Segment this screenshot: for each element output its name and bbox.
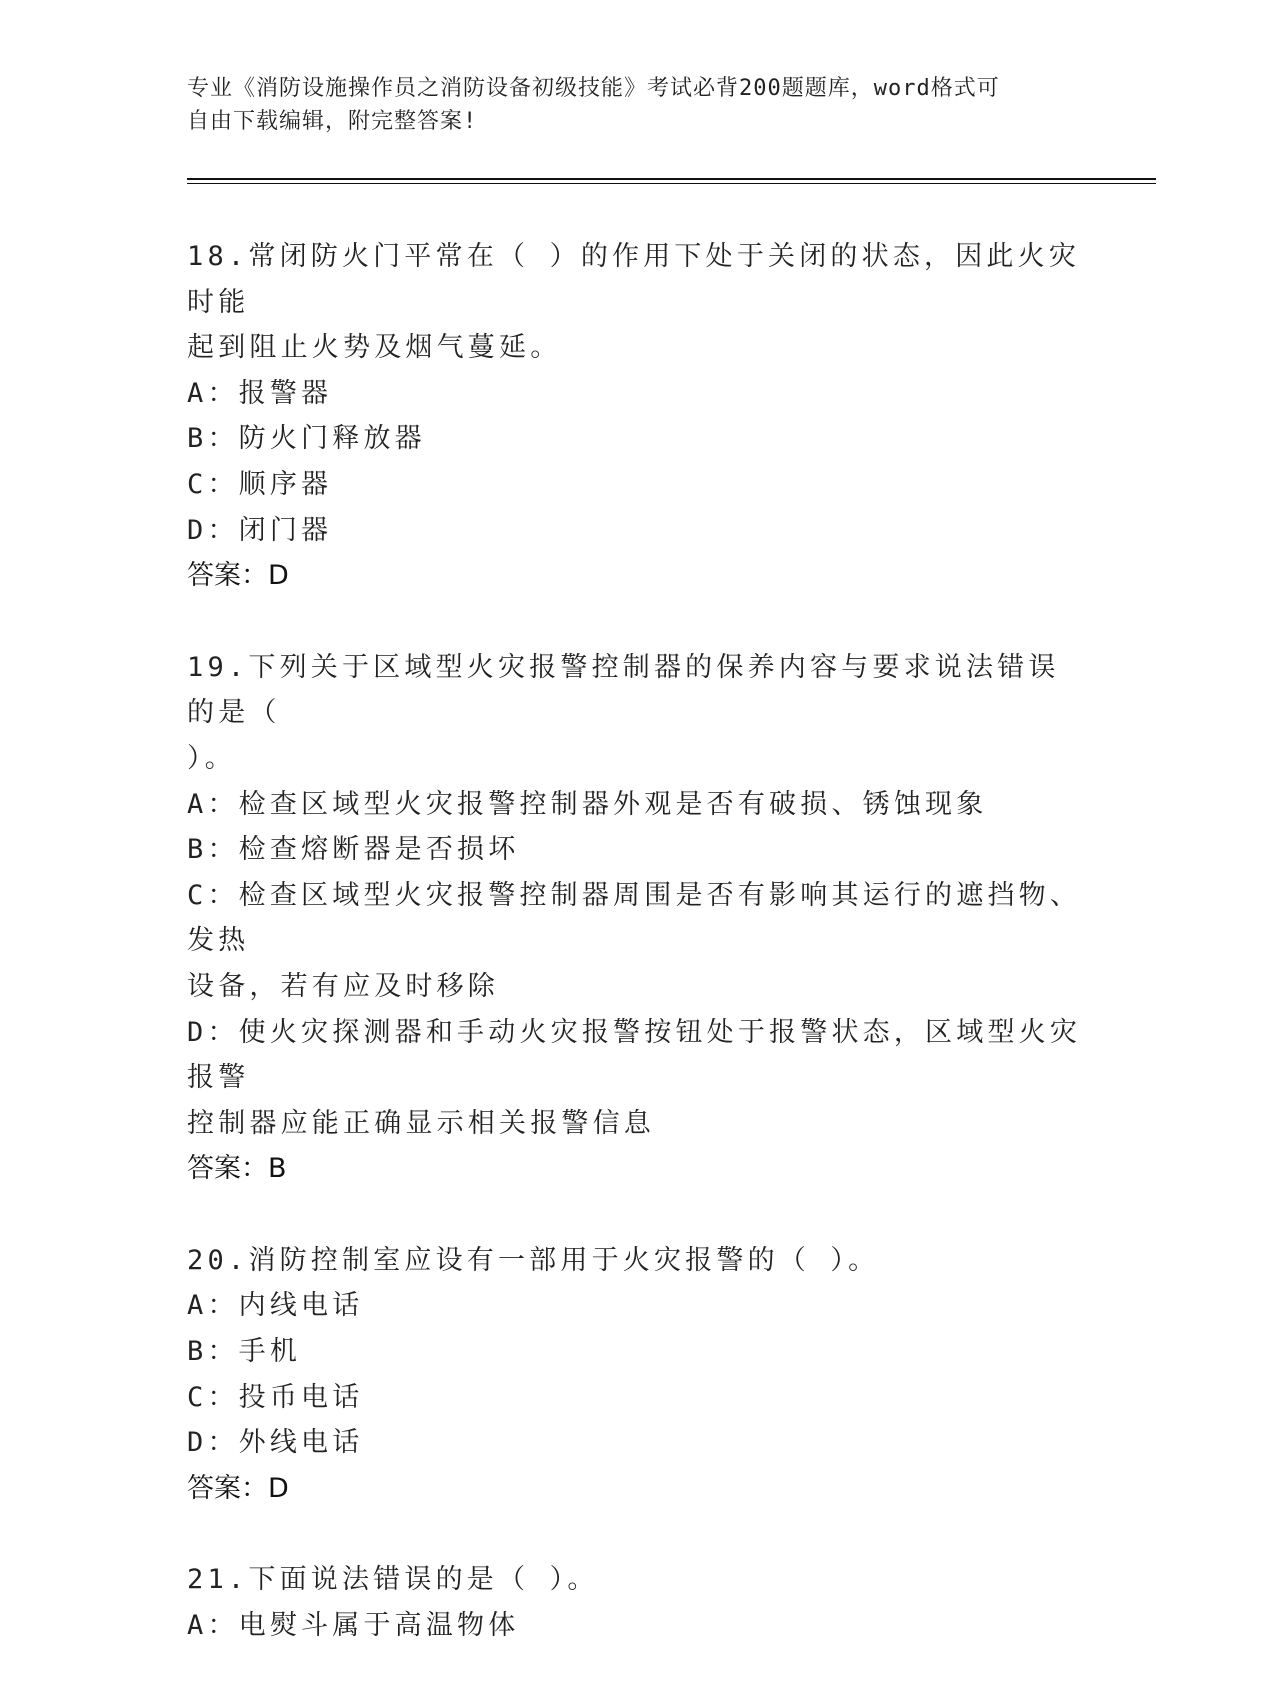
answer-option-line: B：手机 — [187, 1336, 302, 1368]
header-divider-thick — [187, 178, 1156, 180]
answer-option-line: 控制器应能正确显示相关报警信息 — [187, 1107, 655, 1139]
question-text-line: 18.常闭防火门平常在（ ）的作用下处于关闭的状态，因此火灾时能 — [187, 241, 1081, 318]
header-line-1: 专业《消防设施操作员之消防设备初级技能》考试必背200题题库，word格式可 — [187, 76, 1000, 101]
question-text-line: 19.下列关于区域型火灾报警控制器的保养内容与要求说法错误的是（ — [187, 651, 1060, 729]
answer-key: 答案：D — [187, 560, 289, 592]
answer-option-line: C：顺序器 — [187, 468, 333, 500]
answer-option-line: A：内线电话 — [187, 1290, 364, 1322]
answer-option-line: A：检查区域型火灾报警控制器外观是否有破损、锈蚀现象 — [187, 788, 988, 820]
answer-option-line: D：外线电话 — [187, 1427, 364, 1459]
header-divider-thin — [187, 183, 1156, 184]
question-block — [187, 1557, 1087, 1648]
answer-option-line: A：报警器 — [187, 377, 333, 409]
question-text-line: 起到阻止火势及烟气蔓延。 — [187, 332, 562, 364]
answer-option-line: D：使火灾探测器和手动火灾报警按钮处于报警状态，区域型火灾报警 — [187, 1016, 1082, 1094]
answer-option-line: D：闭门器 — [187, 514, 333, 546]
question-text-line: 21.下面说法错误的是（ ）。 — [187, 1564, 599, 1596]
answer-key: 答案：D — [187, 1472, 289, 1504]
answer-option-line: B：检查熔断器是否损坏 — [187, 834, 520, 866]
answer-option-line: B：防火门释放器 — [187, 423, 426, 455]
answer-option-line: C：检查区域型火灾报警控制器周围是否有影响其运行的遮挡物、发热 — [187, 879, 1082, 957]
question-text-line: ）。 — [187, 742, 236, 774]
header-line-2: 自由下载编辑，附完整答案! — [187, 109, 478, 134]
answer-option-line: C：投币电话 — [187, 1381, 364, 1413]
document-header — [187, 72, 1067, 138]
question-block — [187, 1238, 1087, 1512]
question-list — [187, 234, 1087, 1695]
question-text-line: 20.消防控制室应设有一部用于火灾报警的（ ）。 — [187, 1244, 880, 1276]
question-block — [187, 645, 1087, 1192]
answer-option-line: 设备，若有应及时移除 — [187, 970, 499, 1002]
answer-option-line: A：电熨斗属于高温物体 — [187, 1610, 520, 1642]
question-block — [187, 234, 1087, 599]
answer-key: 答案：B — [187, 1153, 287, 1185]
